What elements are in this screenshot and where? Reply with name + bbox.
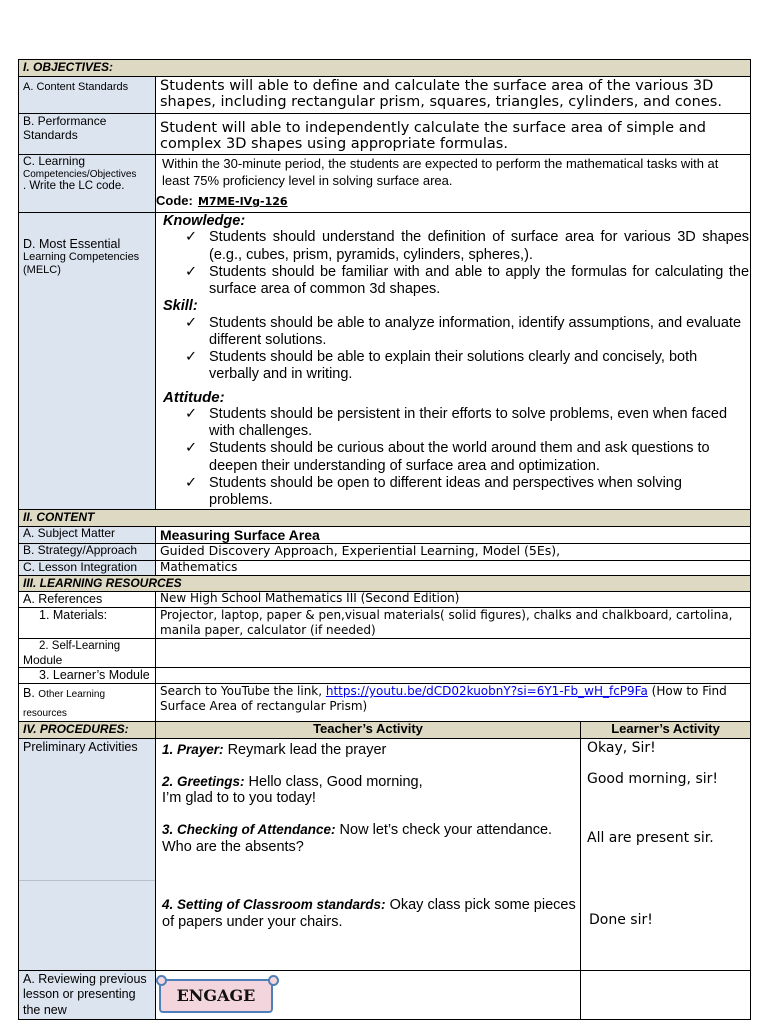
engage-label: ENGAGE xyxy=(176,986,256,1005)
preliminary-label-text: Preliminary Activities xyxy=(23,740,138,754)
learner-response: Done sir! xyxy=(589,912,653,929)
engage-cell xyxy=(156,971,581,1020)
youtube-link[interactable]: https://youtu.be/dCD02kuobnY?si=6Y1-Fb_wH_fcP9Fa xyxy=(325,684,648,699)
attitude-title: Attitude: xyxy=(163,389,225,407)
content-standards-text: Students will able to define and calculate the surface area of the various 3D shapes, including rectangular prism, squares, triangles, cylinders, and cones. xyxy=(156,76,751,113)
performance-standards-text: Student will able to independently calculate the surface area of simple and complex 3D shapes using appropriate formulas. xyxy=(156,113,751,154)
resources-header: III. LEARNING RESOURCES xyxy=(19,575,751,592)
integration-value: Mathematics xyxy=(156,560,751,575)
learners-module-value xyxy=(156,668,751,684)
other-resources-text: Other Learning resources xyxy=(23,689,106,719)
references-label: A. References xyxy=(19,592,156,608)
preliminary-divider xyxy=(19,880,155,881)
melc-label xyxy=(19,212,156,509)
learner-response: Okay, Sir! xyxy=(587,740,656,756)
engage-learner-cell xyxy=(581,971,751,1020)
integration-label: C. Lesson Integration xyxy=(19,560,156,575)
teacher-activity-header: Teacher’s Activity xyxy=(156,722,581,739)
objectives-header: I. OBJECTIVES: xyxy=(19,60,751,77)
other-resources-prefix: B. xyxy=(23,686,39,701)
lc-label-line3: . Write the LC code. xyxy=(23,180,125,193)
self-learning-line1: 2. Self-Learning xyxy=(39,640,121,653)
skill-title: Skill: xyxy=(163,297,198,314)
learner-activity-cell xyxy=(581,739,751,971)
melc-label-line2: Learning Competencies xyxy=(23,251,140,264)
learning-competencies-label xyxy=(19,154,156,212)
performance-standards-label: B. Performance Standards xyxy=(19,113,156,154)
learner-response: All are present sir. xyxy=(587,830,714,847)
materials-value: Projector, laptop, paper & pen,visual materials( solid figures), chalks and chalkboard, cartolina, manila paper, calculator (if needed) xyxy=(156,608,751,639)
self-learning-value xyxy=(156,639,751,668)
learning-competencies-cell xyxy=(156,154,751,212)
knowledge-title: Knowledge: xyxy=(163,212,246,229)
check-icon: ✓ xyxy=(185,314,198,331)
greetings-step: 2. Greetings: Hello class, Good morning, I’m glad to to you today! xyxy=(162,773,423,807)
content-standards-label: A. Content Standards xyxy=(19,76,156,113)
lc-code-label: Code: xyxy=(156,192,193,208)
other-resources-label xyxy=(19,684,156,722)
list-item: ✓ Students should be curious about the world around them and ask questions to deepen their understanding of surface area and optimization. xyxy=(185,440,710,474)
check-icon: ✓ xyxy=(185,474,198,491)
lesson-plan xyxy=(18,59,750,1020)
review-label: A. Reviewing previous lesson or presenting the new xyxy=(19,971,156,1020)
strategy-label: B. Strategy/Approach xyxy=(19,543,156,560)
teacher-activity-cell xyxy=(156,739,581,971)
check-icon: ✓ xyxy=(185,440,198,457)
prayer-step: 1. Prayer: Reymark lead the prayer xyxy=(162,742,387,758)
check-icon: ✓ xyxy=(185,348,198,365)
list-item: ✓ Students should understand the definition of surface area for various 3D shapes (e.g., cubes, prism, pyramids, cylinders, spheres,). xyxy=(185,229,750,263)
lc-code-value: M7ME-IVg-126 xyxy=(197,194,288,208)
skill-list xyxy=(163,315,749,383)
materials-label: 1. Materials: xyxy=(19,608,156,639)
other-resources-value xyxy=(156,684,751,722)
melc-label-line3: (MELC) xyxy=(23,263,61,276)
lc-label-line2: Competencies/Objectives xyxy=(23,168,137,180)
attitude-list xyxy=(163,406,749,509)
strategy-value: Guided Discovery Approach, Experiential Learning, Model (5Es), xyxy=(156,543,751,560)
content-header: II. CONTENT xyxy=(19,509,751,526)
lesson-plan-table xyxy=(18,59,751,1020)
subject-matter-value: Measuring Surface Area xyxy=(156,526,751,543)
knowledge-list xyxy=(163,229,749,297)
list-item: ✓ Students should be able to analyze information, identify assumptions, and evaluate different solutions. xyxy=(185,314,742,348)
procedures-header: IV. PROCEDURES: xyxy=(19,722,156,739)
learner-response: Good morning, sir! xyxy=(587,771,719,788)
check-icon: ✓ xyxy=(185,406,198,423)
melc-label-line1: D. Most Essential xyxy=(23,236,121,251)
learners-module-label: 3. Learner’s Module xyxy=(19,668,156,684)
list-item: ✓ Students should be familiar with and able to apply the formulas for calculating the surface area of common 3d shapes. xyxy=(185,263,750,297)
self-learning-line2: Module xyxy=(23,652,63,667)
references-value: New High School Mathematics III (Second Edition) xyxy=(156,592,751,608)
other-resources-after: (How to Find Surface Area of rectangular Prism) xyxy=(160,684,727,714)
list-item: ✓ Students should be able to explain their solutions clearly and concisely, both verbally and in writing. xyxy=(185,348,698,382)
learner-activity-header: Learner’s Activity xyxy=(581,722,751,739)
self-learning-label xyxy=(19,639,156,668)
lc-label-line1: C. Learning xyxy=(23,153,86,168)
engage-banner xyxy=(159,975,277,1015)
learning-competencies-text: Within the 30-minute period, the students are expected to perform the mathematical tasks with at least 75% proficiency level in solving surface area. xyxy=(162,155,719,189)
list-item: ✓ Students should be persistent in their efforts to solve problems, even when faced with challenges. xyxy=(185,406,728,440)
melc-cell xyxy=(156,212,751,509)
list-item: ✓ Students should be open to different ideas and perspectives when solving problems. xyxy=(185,474,682,508)
preliminary-label xyxy=(19,739,156,971)
check-icon: ✓ xyxy=(185,229,198,246)
subject-matter-label: A. Subject Matter xyxy=(19,526,156,543)
attendance-step: 3. Checking of Attendance: Now let’s check your attendance. Who are the absents? xyxy=(162,822,553,855)
lc-code xyxy=(156,191,746,209)
check-icon: ✓ xyxy=(185,263,198,280)
other-resources-before: Search to YouTube the link, xyxy=(160,684,326,699)
standards-step: 4. Setting of Classroom standards: Okay class pick some pieces of papers under your chairs. xyxy=(162,897,576,931)
